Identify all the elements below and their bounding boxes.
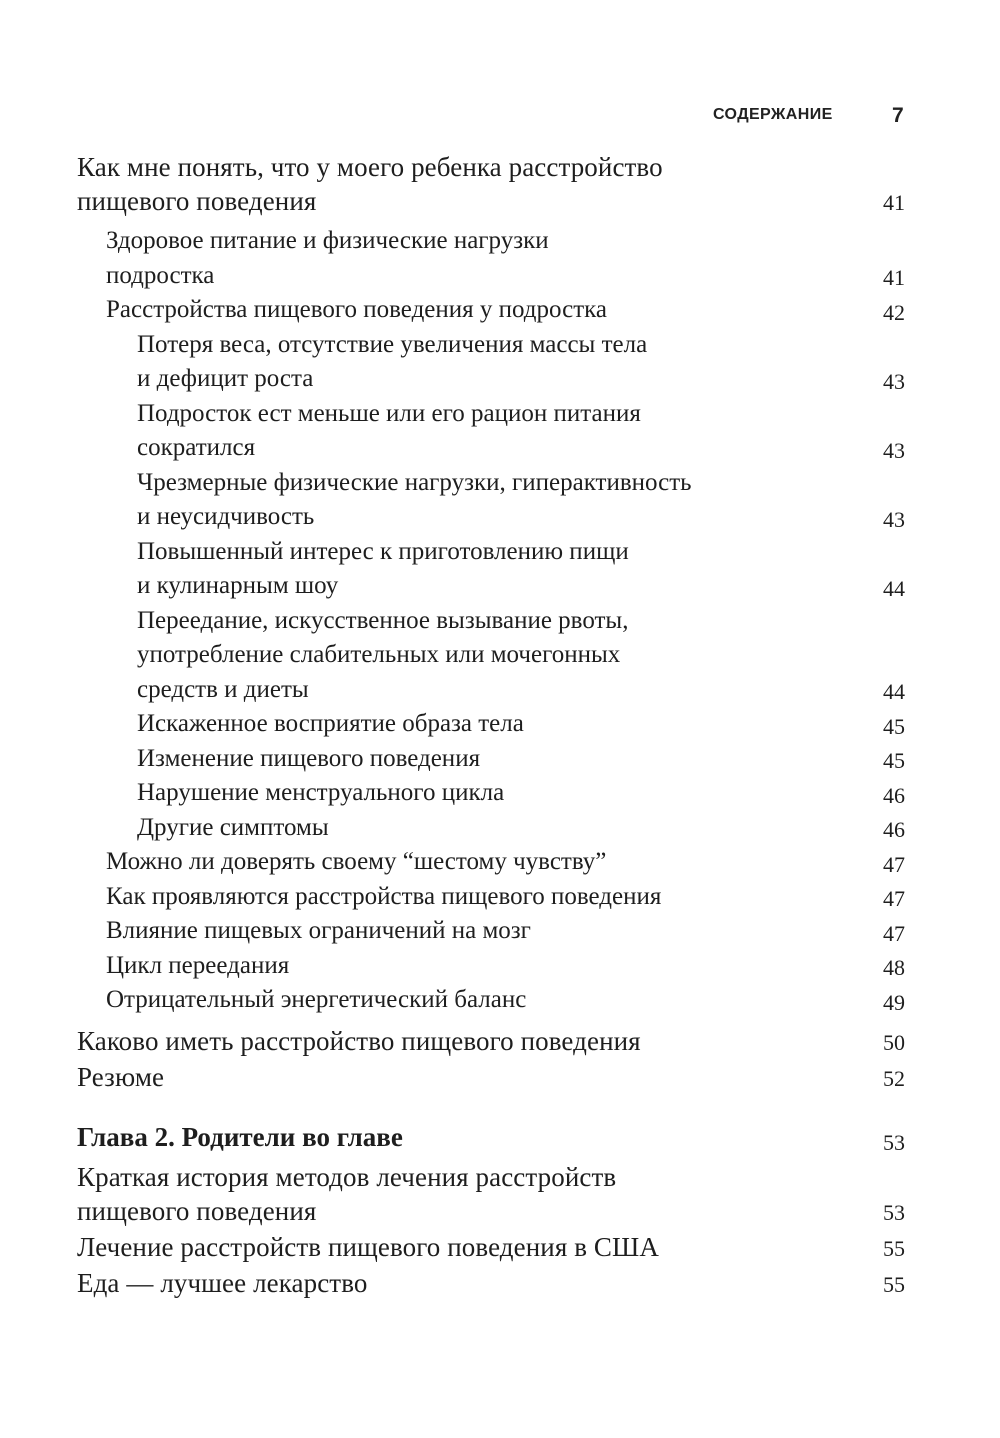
toc-entry[interactable] (0, 1266, 1000, 1300)
toc-entry-title (0, 604, 837, 708)
running-header-title: СОДЕРЖАНИЕ (713, 106, 833, 123)
toc-entry[interactable] (0, 811, 1000, 846)
toc-entry-title-line: Как мне понять, что у моего ребенка расстройство (77, 152, 663, 182)
toc-entry-page-number: 50 (883, 1029, 905, 1055)
toc-entry-title-line: и дефицит роста (137, 365, 314, 392)
toc-entry[interactable] (0, 776, 1000, 811)
toc-entry-title-line: Каково иметь расстройство пищевого поведения (77, 1025, 641, 1056)
toc-entry-page-number: 53 (883, 1129, 905, 1155)
toc-entry-page-number: 44 (883, 575, 905, 601)
toc-entry-title-line: средств и диеты (137, 675, 309, 703)
toc-entry-title (0, 1120, 777, 1154)
toc-entry-title (0, 1024, 777, 1058)
toc-entry-title (0, 1230, 777, 1264)
toc-entry-title-line: Здоровое питание и физические нагрузки (106, 227, 549, 254)
toc-entry-page-number: 44 (883, 679, 905, 704)
toc-entry-title-line: Краткая история методов лечения расстройств (77, 1161, 617, 1192)
toc-entry[interactable] (0, 742, 1000, 777)
toc-entry-title-line: Глава 2. Родители во главе (77, 1121, 403, 1152)
toc-entry-title (0, 707, 837, 742)
toc-entry-title (0, 776, 837, 811)
toc-entry-title-line: пищевого поведения (77, 186, 317, 216)
toc-entry[interactable] (0, 293, 1000, 328)
toc-entry-title (0, 983, 806, 1018)
toc-entry[interactable] (0, 1060, 1000, 1094)
toc-entry[interactable] (0, 845, 1000, 880)
toc-entry-title-line: Подросток ест меньше или его рацион питания (137, 399, 641, 427)
toc-entry[interactable] (0, 328, 1000, 397)
toc-entry-page-number: 43 (883, 368, 905, 394)
toc-entry[interactable] (0, 1160, 1000, 1228)
toc-entry[interactable] (0, 880, 1000, 915)
toc-entry-title-line: Потеря веса, отсутствие увеличения массы тела (137, 330, 648, 358)
toc-entry-page-number: 42 (883, 299, 905, 325)
toc-entry-title-line: Еда — лучшее лекарство (77, 1267, 368, 1298)
toc-entry[interactable] (0, 535, 1000, 604)
toc-entry-title (0, 397, 837, 466)
toc-entry[interactable] (0, 224, 1000, 293)
toc-entry-title-line: сократился (137, 434, 256, 461)
toc-entry-title-line: Повышенный интерес к приготовлению пищи (137, 537, 629, 565)
toc-entry-title-line: Переедание, искусственное вызывание рвоты, (137, 606, 629, 634)
toc-entry[interactable] (0, 466, 1000, 535)
toc-entry-page-number: 52 (883, 1065, 905, 1091)
toc-entry-title (0, 293, 806, 328)
toc-entry-title (0, 535, 837, 604)
toc-entry-page-number: 47 (883, 886, 905, 911)
toc-entry-title (0, 466, 837, 535)
toc-entry-title-line: Как проявляются расстройства пищевого поведения (106, 882, 662, 910)
toc-entry-title (0, 1266, 777, 1300)
toc-entry-page-number: 41 (883, 265, 905, 290)
toc-entry-page-number: 53 (883, 1199, 905, 1225)
toc-entry[interactable] (0, 983, 1000, 1018)
toc-entry-title (0, 811, 837, 846)
toc-entry-title-line: Отрицательный энергетический баланс (106, 986, 527, 1013)
toc-entry-title-line: Цикл переедания (106, 951, 290, 979)
toc-entry-title-line: Расстройства пищевого поведения у подростка (106, 296, 608, 323)
toc-entry[interactable] (0, 1230, 1000, 1264)
page-number: 7 (892, 104, 904, 127)
toc-entry-title (0, 1060, 777, 1094)
toc-entry-title-line: Резюме (77, 1061, 165, 1092)
toc-entry-page-number: 41 (883, 190, 905, 215)
toc-entry-page-number: 43 (883, 506, 905, 532)
toc-entry-title (0, 150, 777, 218)
toc-entry-title-line: и кулинарным шоу (137, 572, 339, 599)
toc-entry-page-number: 49 (883, 989, 905, 1015)
toc-entry-page-number: 47 (883, 851, 905, 877)
toc-entry[interactable] (0, 707, 1000, 742)
running-header (0, 104, 1000, 134)
toc-entry-page-number: 45 (883, 713, 905, 739)
toc-entry-page-number: 55 (883, 1271, 905, 1297)
toc-entry-title (0, 914, 806, 949)
toc-entry-page-number: 48 (883, 955, 905, 980)
toc-entry-title (0, 845, 806, 880)
toc-entry[interactable] (0, 397, 1000, 466)
toc-entry-title-line: Другие симптомы (137, 813, 329, 841)
toc-entry-title (0, 224, 806, 293)
toc-entry-title (0, 1160, 777, 1228)
toc-entry-page-number: 46 (883, 782, 905, 808)
toc-entry[interactable] (0, 604, 1000, 708)
toc-entry-title-line: Чрезмерные физические нагрузки, гиперактивность (137, 468, 692, 496)
toc-entry[interactable] (0, 914, 1000, 949)
toc-entry-page-number: 55 (883, 1235, 905, 1261)
toc-entry-title (0, 880, 806, 915)
toc-entry-title (0, 328, 837, 397)
toc-entry-title-line: Лечение расстройств пищевого поведения в США (77, 1231, 659, 1262)
toc-entry[interactable] (0, 150, 1000, 218)
toc-chapter-heading[interactable] (0, 1120, 1000, 1154)
toc-entry-title-line: Нарушение менструального цикла (137, 779, 505, 806)
toc-entry-title-line: и неусидчивость (137, 503, 315, 530)
toc-entry-title-line: пищевого поведения (77, 1195, 317, 1226)
toc-entry-page-number: 45 (883, 748, 905, 773)
toc-entry-title-line: Искаженное восприятие образа тела (137, 710, 524, 737)
toc-entry-title-line: Влияние пищевых ограничений на мозг (106, 917, 531, 944)
toc-entry-page-number: 46 (883, 817, 905, 842)
toc-entry-title (0, 949, 806, 984)
toc-entry-page-number: 43 (883, 437, 905, 463)
toc-entry-title (0, 742, 837, 777)
toc-entry-title-line: Изменение пищевого поведения (137, 744, 481, 772)
toc-entry-title-line: подростка (106, 261, 215, 289)
table-of-contents (0, 150, 1000, 1300)
toc-entry[interactable] (0, 949, 1000, 984)
toc-entry[interactable] (0, 1024, 1000, 1058)
toc-entry-title-line: Можно ли доверять своему “шестому чувству” (106, 848, 607, 875)
toc-entry-title-line: употребление слабительных или мочегонных (137, 641, 621, 668)
toc-entry-page-number: 47 (883, 920, 905, 946)
